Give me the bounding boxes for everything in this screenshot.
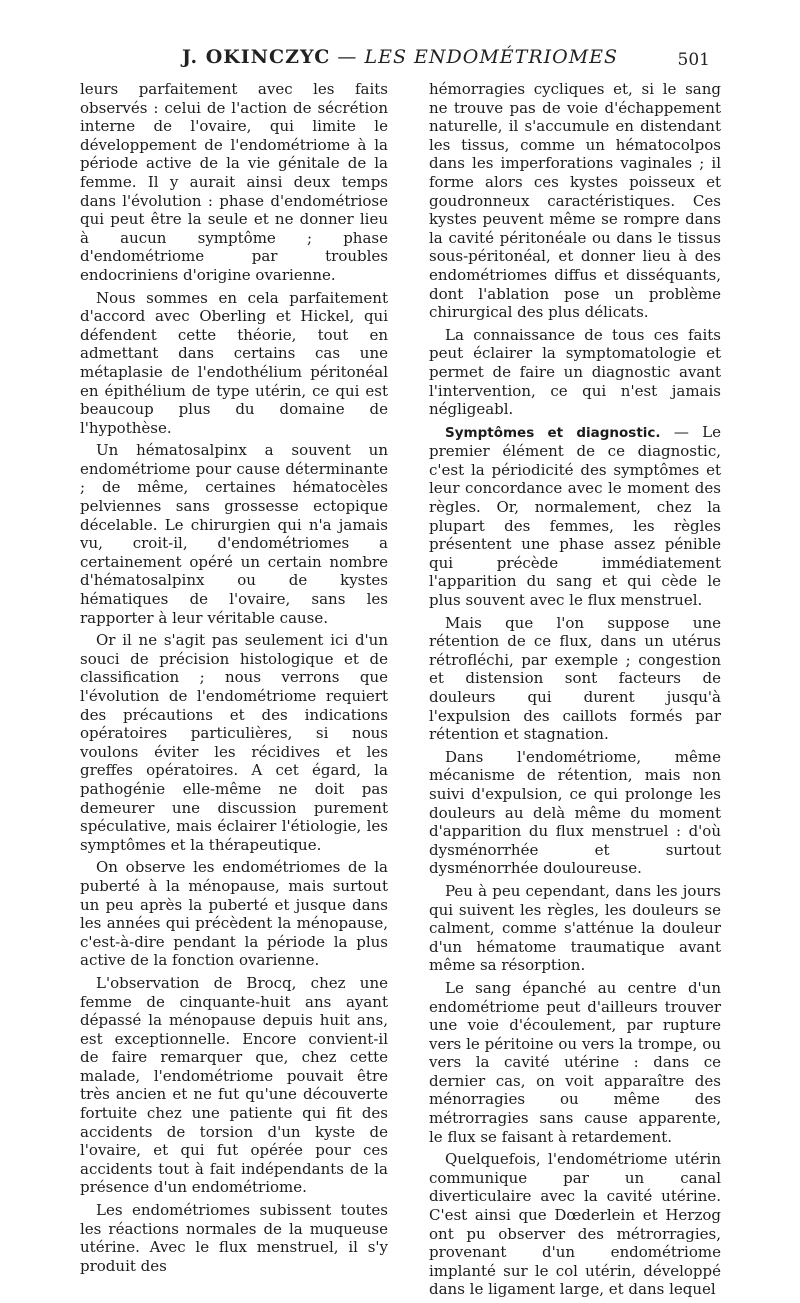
paragraph: Or il ne s'agit pas seulement ici d'un souci de précision histologique et de classification ; nous verrons que l'évolution de l'endométriome requiert des précautions et des indications opératoires particulières, si nous voulons éviter les récidives et les greffes opératoires. A cet égard, la pathogénie elle-même ne doit pas demeurer une discussion purement spéculative, mais éclairer l'étiologie, les symptômes et la thérapeutique. <box>80 631 388 854</box>
header-separator: — <box>330 46 365 68</box>
paragraph-text: — Le premier élément de ce diagnostic, c'est la périodicité des symptômes et leur concordance avec le moment des règles. Or, normalement, chez la plupart des femmes, les règles présentent une phase assez pénible qui précède immédiatement l'apparition du sang et qui cède le plus souvent avec le flux menstruel. <box>429 422 722 610</box>
header-article-title: LES ENDOMÉTRIOMES <box>364 46 619 68</box>
paragraph: Quelquefois, l'endométriome utérin communique par un canal diverticulaire avec la cavité utérine. C'est ainsi que Dœderlein et Herzog ont pu observer des métrorragies, provenant d'un endométriome implanté sur le col utérin, développé dans le ligament large, et dans lequel <box>429 1150 721 1299</box>
right-column <box>429 80 721 1303</box>
paragraph: leurs parfaitement avec les faits observés : celui de l'action de sécrétion interne de l'ovaire, qui limite le développement de l'endométriome à la période active de la vie génitale de la femme. Il y aurait ainsi deux temps dans l'évolution : phase d'endométriose qui peut être la seule et ne donner lieu à aucun symptôme ; phase d'endométriome par troubles endocriniens d'origine ovarienne. <box>80 80 388 284</box>
paragraph: Nous sommes en cela parfaitement d'accord avec Oberling et Hickel, qui défendent cette théorie, tout en admettant dans certains cas une métaplasie de l'endothélium péritonéal en épithélium de type utérin, ce qui est beaucoup plus du domaine de l'hypothèse. <box>80 288 388 437</box>
paragraph: On observe les endométriomes de la puberté à la ménopause, mais surtout un peu après la puberté et jusque dans les années qui précèdent la ménopause, c'est-à-dire pendant la période la plus active de la fonction ovarienne. <box>80 858 388 970</box>
paragraph: Les endométriomes subissent toutes les réactions normales de la muqueuse utérine. Avec le flux menstruel, il s'y produit des <box>80 1201 388 1275</box>
paragraph: Un hématosalpinx a souvent un endométriome pour cause déterminante ; de même, certaines hématocèles pelviennes sans grossesse ectopique décelable. Le chirurgien qui n'a jamais vu, croit-il, d'endométriomes a certainement opéré un certain nombre d'hématosalpinx ou de kystes hématiques de l'ovaire, sans les rapporter à leur véritable cause. <box>80 441 388 627</box>
paragraph: L'observation de Brocq, chez une femme de cinquante-huit ans ayant dépassé la ménopause depuis huit ans, est exceptionnelle. Encore convient-il de faire remarquer que, chez cette malade, l'endométriome pouvait être très ancien et ne fut qu'une découverte fortuite chez une patiente qui fit des accidents de torsion d'un kyste de l'ovaire, et qui fut opérée pour ces accidents tout à fait indépendants de la présence d'un endométriome. <box>80 973 388 1197</box>
left-column <box>80 80 388 1279</box>
paragraph-with-heading <box>429 423 721 610</box>
paragraph: Le sang épanché au centre d'un endométriome peut d'ailleurs trouver une voie d'écoulement, par rupture vers le péritoine ou vers la trompe, ou vers la cavité utérine : dans ce dernier cas, on voit apparaître des ménorragies ou même des métrorragies sans cause apparente, le flux se faisant à retardement. <box>429 978 721 1146</box>
paragraph: hémorragies cycliques et, si le sang ne trouve pas de voie d'échappement naturelle, il s'accumule en distendant les tissus, comme un hématocolpos dans les imperforations vaginales ; il forme alors ces kystes poisseux et goudronneux caractéristiques. Ces kystes peuvent même se rompre dans la cavité péritonéale ou dans le tissus sous-péritonéal, et donner lieu à des endométriomes diffus et disséquants, dont l'ablation pose un problème chirurgical des plus délicats. <box>429 80 721 322</box>
paragraph: Peu à peu cependant, dans les jours qui suivent les règles, les douleurs se calment, comme s'atténue la douleur d'un hématome traumatique avant même sa résorption. <box>429 881 721 975</box>
paragraph: Mais que l'on suppose une rétention de ce flux, dans un utérus rétrofléchi, par exemple ; congestion et distension sont facteurs de douleurs qui durent jusqu'à l'expulsion des caillots formés par rétention et stagnation. <box>429 613 721 744</box>
paragraph: Dans l'endométriome, même mécanisme de rétention, mais non suivi d'expulsion, ce qui prolonge les douleurs au delà même du moment d'apparition du flux menstruel : d'où dysménorrhée et surtout dysménorrhée douloureuse. <box>429 747 721 878</box>
paragraph: La connaissance de tous ces faits peut éclairer la symptomatologie et permet de faire un diagnostic avant l'intervention, ce qui n'est jamais négligeabl. <box>429 325 721 419</box>
page-number: 501 <box>677 50 710 70</box>
header-author: J. OKINCZYC <box>181 46 331 68</box>
running-header <box>0 44 800 78</box>
section-heading: Symptômes et diagnostic. <box>445 424 661 441</box>
